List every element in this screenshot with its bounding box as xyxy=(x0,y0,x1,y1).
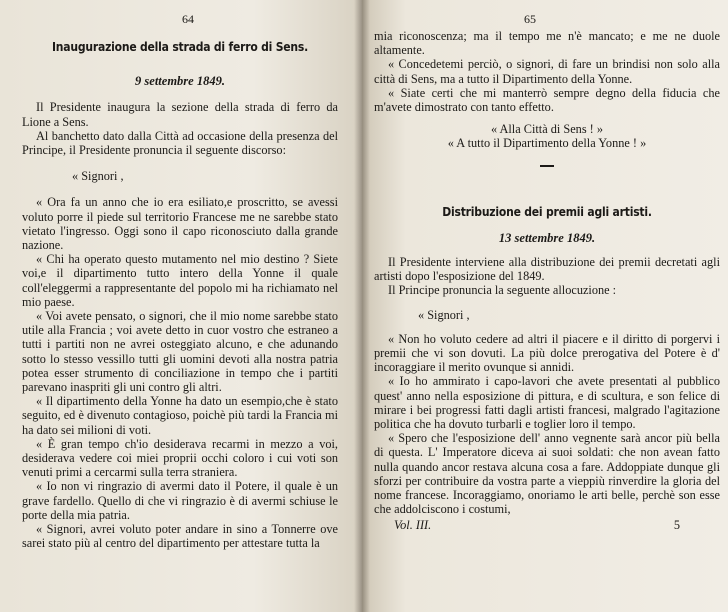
speech-paragraph: « Io ho ammirato i capo-lavori che avete presentati al pubblico quest' anno nella esposizione di pittura, e di scultura, e son felice di mirare i bei progressi fatti dagli artisti francesi, malgrado l'agitazione politica che ha dovuto turbarli e toglier loro il tempo. xyxy=(374,374,720,432)
toast-line: « A tutto il Dipartimento della Yonne ! » xyxy=(447,136,647,151)
volume-label: Vol. III. xyxy=(394,518,432,533)
right-page-text xyxy=(374,29,720,533)
intro-paragraph: Il Presidente inaugura la sezione della strada di ferro da Lione a Sens. xyxy=(22,100,338,129)
section-title: Distribuzione dei premii agli artisti. xyxy=(442,204,652,219)
speech-paragraph: « Ora fa un anno che io era esiliato,e proscritto, se avessi voluto porre il piede sul territorio Francese me ne sarebbe stato vietato l'ingresso. Oggi sono il capo riconosciuto dalla grande nazione. xyxy=(22,195,338,253)
right-page xyxy=(362,0,728,612)
salutation: « Signori , xyxy=(72,169,124,184)
speech-paragraph: « È gran tempo ch'io desiderava recarmi in mezzo a voi, desiderava vedere coi miei proprii occhi coloro i cui voti son venuti primi a cercarmi sulla terra straniera. xyxy=(22,436,338,480)
banquet-paragraph: Al banchetto dato dalla Città ad occasione della presenza del Principe, il Presidente pronuncia il seguente discorso: xyxy=(22,128,338,158)
speech-paragraph: « Siate certi che mi manterrò sempre degno della fiducia che m'avete dimostrato con tanto effetto. xyxy=(374,85,720,115)
section-date: 13 settembre 1849. xyxy=(498,230,596,245)
speech-paragraph: « Il dipartimento della Yonne ha dato un esempio,che è stato seguito, ed è divenuto contagioso, poichè più tardi la Francia mi ha dato sei milioni di voti. xyxy=(22,394,338,437)
left-page-text xyxy=(22,40,338,551)
intro-paragraph: Il Presidente interviene alla distribuzione dei premii decretati agli artisti dopo l'esposizione del 1849. xyxy=(374,255,720,284)
speech-paragraph: mia riconoscenza; ma il tempo me n'è mancato; e me ne duole altamente. xyxy=(374,29,720,58)
page-number: 65 xyxy=(524,12,536,26)
speech-paragraph: « Io non vi ringrazio di avermi dato il Potere, il quale è un grave fardello. Quello di che vi ringrazio è di avermi schiuse le porte della mia patria. xyxy=(22,479,338,522)
speech-paragraph: « Concedetemi perciò, o signori, di fare un brindisi non solo alla città di Sens, ma a tutto il Dipartimento della Yonne. xyxy=(374,57,720,86)
section-divider xyxy=(540,165,554,167)
page-number: 64 xyxy=(182,12,194,26)
allocution-paragraph: Il Principe pronuncia la seguente allocuzione : xyxy=(388,283,617,298)
speech-paragraph: « Non ho voluto cedere ad altri il piacere e il diritto di porgervi i premii che vi son dovuti. La più dolce prerogativa del Potere è d' incoraggiare il merito ovunque si annidi. xyxy=(374,331,720,375)
book-gutter xyxy=(354,0,370,612)
speech-paragraph: « Voi avete pensato, o signori, che il mio nome sarebbe stato utile alla Francia ; voi avete detto in cuor vostro che estraneo a tutti i partiti non ne avrei osteggiato alcuno, e che adunando sotto lo stesso vessillo tutti gli uomini devoti alla nostra patria potea esser strumento di conciliazione in tempo che i partiti parevano inaspriti gli uni contro gli altri. xyxy=(22,309,338,395)
speech-paragraph: « Spero che l'esposizione dell' anno vegnente sarà ancor più bella di questa. L' Imperatore diceva ai suoi soldati: che non avean fatto nulla quando ancor restava alcuna cosa a fare. Addoppiate dunque gli sforzi per contribuire da vostra parte a vieppiù rinverdire la gloria del nome francese. Incoraggiamo, onoriamo le arti belle, perchè son esse che addolciscono i costumi, xyxy=(374,431,720,517)
section-title: Inaugurazione della strada di ferro di Sens. xyxy=(51,40,309,54)
toast-line: « Alla Città di Sens ! » xyxy=(490,122,604,137)
left-page xyxy=(0,0,362,612)
speech-paragraph: « Chi ha operato questo mutamento nel mio destino ? Siete voi,e il dipartimento tutto intero della Yonne il quale coll'eleggermi a rappresentante del popolo mi ha richiamato nel mio paese. xyxy=(22,252,338,309)
section-date: 9 settembre 1849. xyxy=(135,74,225,89)
salutation: « Signori , xyxy=(418,307,470,322)
speech-paragraph: « Signori, avrei voluto poter andare in sino a Tonnerre ove sarei stato più al centro del dipartimento per attestare tutta la xyxy=(22,522,338,551)
signature-mark: 5 xyxy=(673,518,680,533)
page-footer xyxy=(374,518,720,532)
